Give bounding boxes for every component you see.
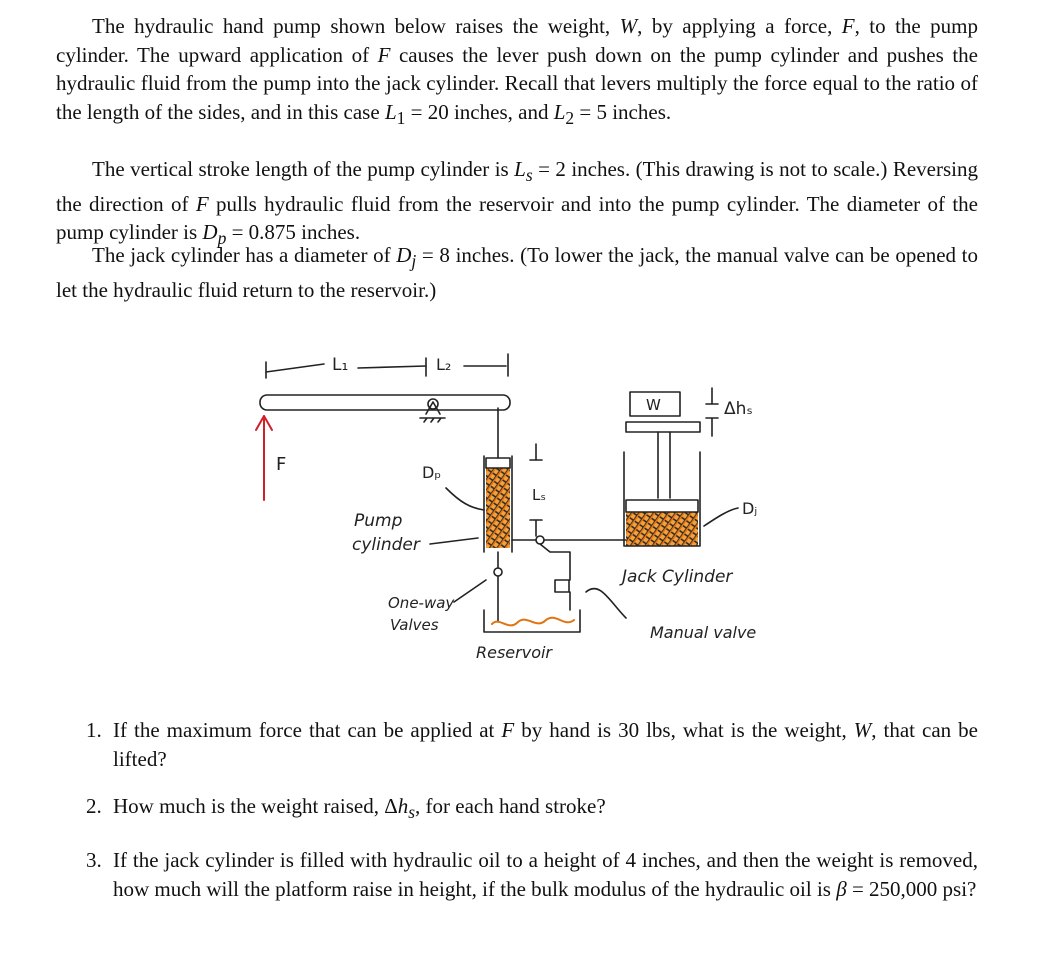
reservoir-fluid [492,618,574,626]
text: If the maximum force that can be applied at [113,718,502,742]
one-way-valve-in [494,568,502,576]
pump-fluid [486,468,510,548]
var-L2: L [553,99,566,124]
jack-label: Jack Cylinder [622,567,733,587]
var-h: h [397,794,409,819]
reservoir-label: Reservoir [476,643,552,662]
platform [626,422,700,432]
Ls-label: Lₛ [532,486,546,504]
cylinder-label: cylinder [352,535,420,555]
text: = 20 inches, and [405,99,554,124]
var-W: W [853,718,872,742]
lever-length-dimension [266,354,508,378]
dhs-label: Δhₛ [724,399,753,419]
text: , that can be lifted? [113,718,978,771]
stroke-paragraph [56,155,978,253]
var-L1: L [384,99,397,124]
manual-valve [555,580,569,592]
text: The jack cylinder has a diameter of [92,243,397,267]
valve-leader [454,580,486,602]
question-2 [80,792,978,827]
var-Ls: L [514,157,526,181]
text: = 250,000 psi? [846,876,977,901]
pump-label: Pump [354,511,403,531]
var-W: W [619,14,638,38]
W-label: W [646,396,661,414]
stroke-dimension [530,444,546,536]
subscript: 2 [565,107,575,128]
text: = 8 inches. (To lower the jack, the manual valve can be opened to let the hydraulic fluid return to the reservoir.) [56,243,979,302]
text: by hand is 30 lbs, what is the weight, [514,718,854,742]
text: If the jack cylinder is filled with hydraulic oil to a height of 4 inches, and then the weight is removed, how much will the platform raise in height, if the bulk modulus of the hydraulic oil is [113,847,978,901]
oneway-label: One-way [388,594,455,612]
Dp-label: Dₚ [422,463,442,482]
var-F: F [377,42,391,67]
text: , to the pump cylinder. The upward application of [56,14,979,67]
text: , for each hand stroke? [415,794,606,819]
valves-label: Valves [390,616,439,634]
jack-piston [626,500,698,512]
L2-label: L₂ [436,355,452,374]
text: , by applying a force, [637,14,842,38]
manual-label: Manual valve [650,623,757,642]
var-Dp: D [202,220,218,245]
subscript: s [525,165,533,186]
text: The vertical stroke length of the pump cylinder is [92,157,515,181]
question-number: 2. [86,794,102,819]
pipe-to-manual-valve [540,544,570,580]
var-F: F [501,718,515,742]
text: = 0.875 inches. [226,220,361,245]
pump-leader [430,538,478,544]
var-beta: β [836,876,847,901]
question-1 [80,716,978,773]
dhs-dimension [706,388,718,436]
L1-label: L₁ [332,355,349,375]
pump-piston [486,458,510,468]
jack-paragraph [56,241,978,304]
question-list [80,716,978,922]
hydraulic-pump-diagram [240,340,800,680]
subscript: p [217,228,227,249]
question-number: 3. [86,847,102,872]
jack-fluid [626,512,698,546]
var-F: F [841,14,855,38]
text: = 2 inches. (This drawing is not to scale.) Reversing the direction of [56,157,978,216]
Dp-leader [446,488,484,510]
text: = 5 inches. [574,99,672,124]
text: causes the lever push down on the pump cylinder and pushes the hydraulic fluid from the pump into the jack cylinder. Recall that levers multiply the force equal to the ratio of the length of the sides, and in this case [56,42,978,124]
Dj-leader [704,508,738,526]
Dj-label: Dⱼ [742,499,758,518]
fulcrum-ground [420,418,445,422]
text: pulls hydraulic fluid from the reservoir and into the pump cylinder. The diameter of the pump cylinder is [56,191,978,245]
subscript: s [408,802,416,823]
var-Dj: D [396,243,412,267]
text: How much is the weight raised, Δ [113,794,398,819]
text: The hydraulic hand pump shown below raises the weight, [92,14,620,38]
one-way-valve-out [536,536,544,544]
intro-paragraph [56,12,978,133]
var-F: F [195,191,209,216]
manual-leader [586,589,626,618]
subscript: j [411,251,417,272]
F-label: F [276,454,287,475]
lever [260,395,510,410]
subscript: 1 [396,107,406,128]
question-number: 1. [86,718,102,742]
question-3 [80,846,978,903]
pipe-to-jack [544,520,634,540]
